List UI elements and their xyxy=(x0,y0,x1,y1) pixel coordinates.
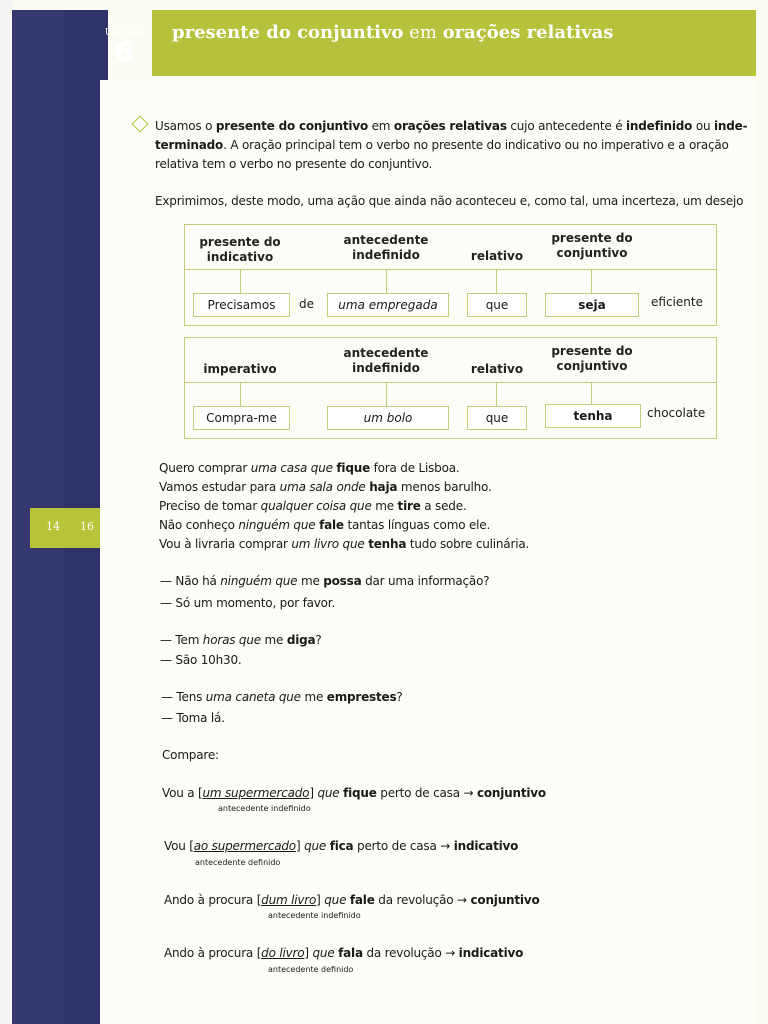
example-line: Vamos estudar para uma sala onde haja menos barulho. xyxy=(159,480,492,494)
dialog-line: — Tens uma caneta que me emprestes? xyxy=(161,690,403,704)
th-relativo: relativo xyxy=(470,362,524,376)
cell-verb: Compra-me xyxy=(193,406,290,430)
cell-antecedent: uma empregada xyxy=(327,293,449,317)
table-imperativo xyxy=(184,337,717,439)
cell-preposition: de xyxy=(299,297,314,311)
dialog-line: — Tem horas que me diga? xyxy=(160,633,322,647)
unit-label: Unidade xyxy=(104,28,144,38)
title-part-c: orações relativas xyxy=(442,22,614,43)
page-title xyxy=(172,22,613,43)
th-presente-conjuntivo: presente do conjuntivo xyxy=(551,231,633,260)
dialog-line: — Toma lá. xyxy=(161,711,225,725)
dialog-line: — Só um momento, por favor. xyxy=(160,596,336,610)
cell-complement: chocolate xyxy=(647,406,706,420)
example-line: Quero comprar uma casa que fique fora de Lisboa. xyxy=(159,461,460,475)
cell-subjunctive: tenha xyxy=(545,404,641,428)
compare-sublabel: antecedente definido xyxy=(268,965,354,974)
page-edge xyxy=(0,0,12,1024)
compare-line: Vou a [um supermercado] que fique perto de casa → conjuntivo xyxy=(162,786,546,800)
intro-paragraph: Usamos o presente do conjuntivo em orações relativas cujo antecedente é indefinido ou inde- terminado. A oração principal tem o verbo no presente do indicativo ou no imperativo e a oração relativa tem o verbo no presente do conjuntivo. xyxy=(155,119,748,171)
page-tab-16: 16 xyxy=(80,520,94,533)
expr-paragraph: Exprimimos, deste modo, uma ação que ainda não aconteceu e, como tal, uma incerteza, um desejo xyxy=(155,194,744,208)
title-part-b: em xyxy=(403,22,443,43)
page-tab-14: 14 xyxy=(46,520,60,533)
content-area xyxy=(100,80,756,1024)
th-antecedente: antecedente indefinido xyxy=(343,346,429,375)
compare-sublabel: antecedente indefinido xyxy=(268,911,361,920)
dialog-line: — Não há ninguém que me possa dar uma informação? xyxy=(160,574,490,588)
cell-subjunctive: seja xyxy=(545,293,639,317)
example-line: Preciso de tomar qualquer coisa que me tire a sede. xyxy=(159,499,467,513)
compare-line: Ando à procura [do livro] que fala da revolução → indicativo xyxy=(164,946,524,960)
th-relativo: relativo xyxy=(470,249,524,263)
cell-relative: que xyxy=(467,293,527,317)
cell-antecedent: um bolo xyxy=(327,406,449,430)
compare-label: Compare: xyxy=(162,748,219,762)
page-tabs xyxy=(30,508,104,548)
th-presente-conjuntivo: presente do conjuntivo xyxy=(551,344,633,373)
example-line: Vou à livraria comprar um livro que tenha tudo sobre culinária. xyxy=(159,537,530,551)
unit-number: 6 xyxy=(114,35,134,68)
compare-line: Ando à procura [dum livro] que fale da revolução → conjuntivo xyxy=(164,893,540,907)
cell-relative: que xyxy=(467,406,527,430)
table-indicativo xyxy=(184,224,717,326)
example-line: Não conheço ninguém que fale tantas línguas como ele. xyxy=(159,518,491,532)
compare-sublabel: antecedente definido xyxy=(195,858,281,867)
dialog-line: — São 10h30. xyxy=(160,653,242,667)
header-bar xyxy=(152,10,756,76)
th-presente-indicativo: presente do indicativo xyxy=(199,235,281,264)
cell-verb: Precisamos xyxy=(193,293,290,317)
title-part-a: presente do conjuntivo xyxy=(172,22,404,43)
compare-sublabel: antecedente indefinido xyxy=(218,804,311,813)
cell-complement: eficiente xyxy=(651,295,703,309)
th-antecedente: antecedente indefinido xyxy=(343,233,429,262)
compare-line: Vou [ao supermercado] que fica perto de casa → indicativo xyxy=(164,839,519,853)
th-imperativo: imperativo xyxy=(203,362,277,376)
unit-box xyxy=(98,18,150,78)
